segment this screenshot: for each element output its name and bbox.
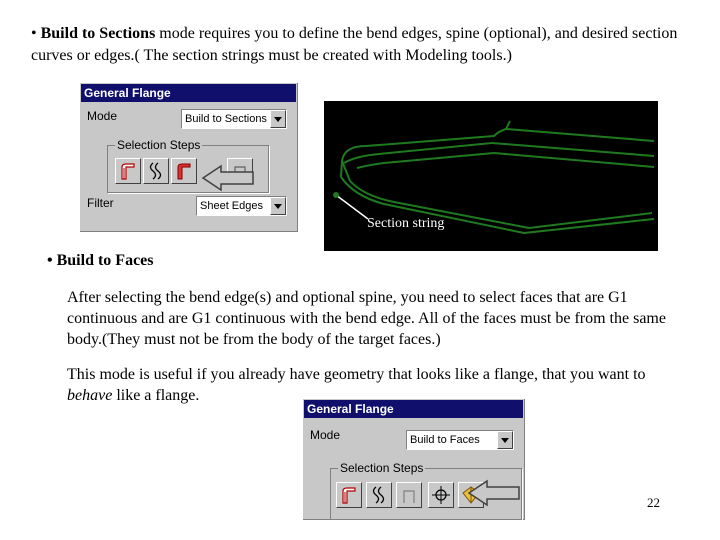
pointer-arrow-icon [201, 163, 257, 193]
mode-select[interactable] [406, 430, 514, 450]
build-to-sections-term: Build to Sections [40, 25, 156, 42]
para-text-b: like a flange. [112, 387, 200, 404]
mode-label: Mode [310, 428, 341, 442]
behave-emphasis: behave [67, 387, 113, 404]
spine-step-button[interactable] [143, 158, 169, 184]
section-string-callout: Section string [367, 216, 445, 231]
bend-edge-step-button[interactable] [336, 482, 362, 508]
bend-edge-step-button[interactable] [115, 158, 141, 184]
general-flange-dialog-faces [302, 398, 525, 520]
chevron-down-icon[interactable] [270, 197, 286, 215]
filter-select[interactable] [196, 196, 287, 216]
build-to-faces-heading [47, 250, 154, 272]
build-to-sections-paragraph [31, 23, 691, 67]
bullet: • [31, 25, 37, 42]
mode-label: Mode [87, 109, 118, 123]
para-text-a: This mode is useful if you already have geometry that looks like a flange, that you want to [67, 366, 646, 383]
mode-value: Build to Sections [185, 113, 267, 125]
filter-value: Sheet Edges [200, 200, 263, 212]
build-to-sections-text: mode requires you to define the bend edges, spine (optional), and desired section curves or edges.( The section strings must be created with Modeling tools.) [31, 25, 678, 64]
selection-steps-label: Selection Steps [340, 461, 424, 475]
section-step-button[interactable] [396, 482, 422, 508]
dialog-title: General Flange [81, 84, 296, 102]
point-step-button[interactable] [428, 482, 454, 508]
mode-value: Build to Faces [410, 434, 480, 446]
filter-label: Filter [87, 196, 114, 210]
heading-text: Build to Faces [56, 252, 154, 269]
general-flange-dialog-sections [79, 82, 298, 232]
mode-select[interactable] [181, 109, 287, 129]
pointer-arrow-icon [467, 478, 523, 508]
chevron-down-icon[interactable] [270, 110, 286, 128]
selection-steps-label: Selection Steps [117, 138, 201, 152]
bullet: • [47, 252, 53, 269]
dialog-title: General Flange [304, 400, 523, 418]
chevron-down-icon[interactable] [497, 431, 513, 449]
build-to-faces-paragraph: After selecting the bend edge(s) and optional spine, you need to select faces that are G1 continuous and are G1 continuous with the bend edge. All of the faces must be from the same body.(They must not be from the body of the target faces.) [67, 289, 666, 348]
section-step-button[interactable] [171, 158, 197, 184]
spine-step-button[interactable] [366, 482, 392, 508]
page-number: 22 [647, 495, 660, 510]
